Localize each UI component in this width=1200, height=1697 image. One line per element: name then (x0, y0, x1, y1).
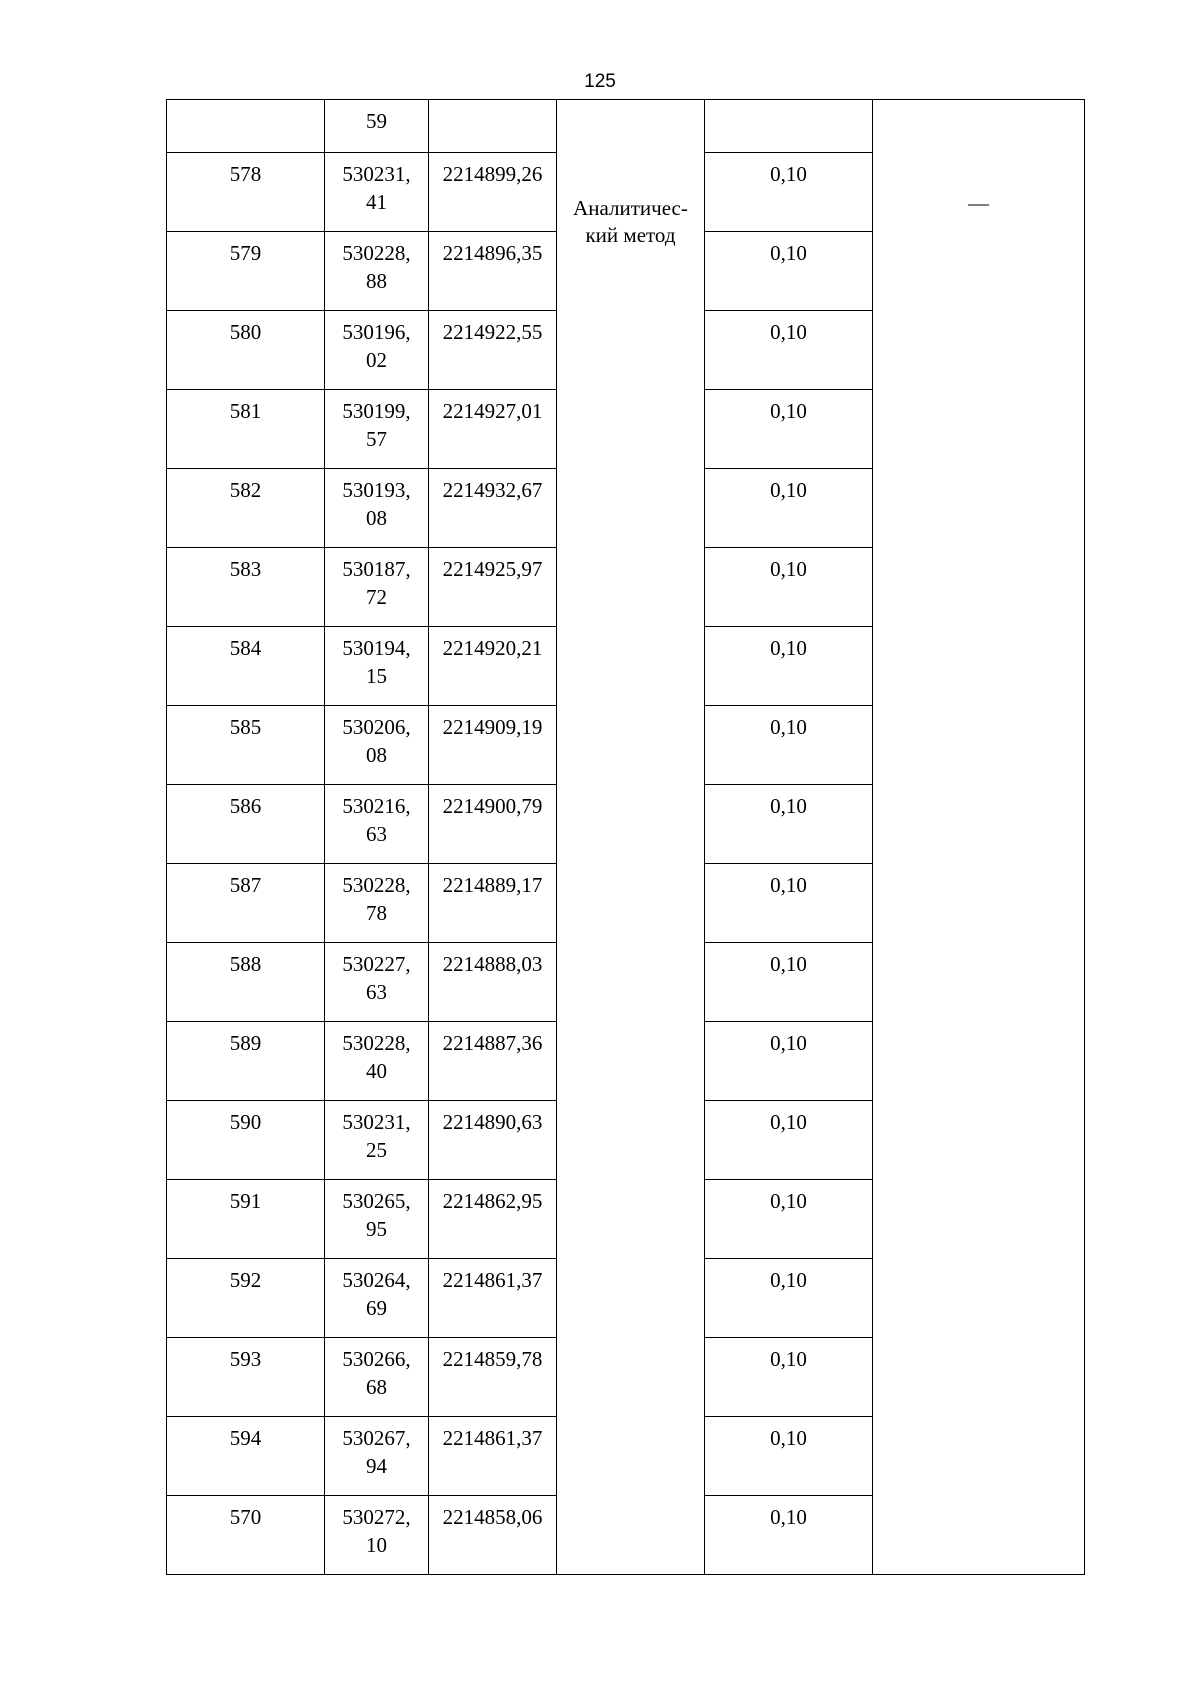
cell-coord-x-text: 530267, 94 (342, 1426, 411, 1478)
cell-point-number (167, 1259, 325, 1338)
cell-coord-x-text: 59 (366, 109, 387, 133)
cell-accuracy (705, 1338, 873, 1417)
cell-coord-x (325, 311, 429, 390)
cell-coord-y (429, 785, 557, 864)
cell-coord-y (429, 153, 557, 232)
cell-point-number-text: 570 (229, 1505, 262, 1529)
cell-point-number (167, 1496, 325, 1575)
cell-accuracy (705, 548, 873, 627)
cell-accuracy (705, 390, 873, 469)
cell-coord-y-text: 2214896,35 (442, 241, 543, 265)
cell-point-number-text: 580 (229, 320, 262, 344)
cell-point-number-text (167, 100, 324, 107)
cell-point-number-text: 585 (229, 715, 262, 739)
cell-point-number-text: 579 (229, 241, 262, 265)
cell-coord-y-text: 2214862,95 (442, 1189, 543, 1213)
cell-coord-x-text: 530228, 88 (342, 241, 411, 293)
cell-accuracy-text: 0,10 (770, 1268, 807, 1292)
cell-point-number (167, 311, 325, 390)
cell-accuracy-text: 0,10 (770, 557, 807, 581)
cell-accuracy (705, 1101, 873, 1180)
cell-accuracy-text: 0,10 (770, 636, 807, 660)
cell-point-number-text: 581 (229, 399, 262, 423)
cell-coord-x (325, 153, 429, 232)
cell-coord-y (429, 1259, 557, 1338)
cell-coord-x-text: 530265, 95 (342, 1189, 411, 1241)
cell-coord-x-text: 530199, 57 (342, 399, 411, 451)
cell-coord-y (429, 627, 557, 706)
cell-accuracy-text: 0,10 (770, 873, 807, 897)
cell-point-number (167, 1101, 325, 1180)
cell-coord-y-text: 2214925,97 (442, 557, 543, 581)
cell-accuracy-text: 0,10 (770, 162, 807, 186)
cell-point-number-text: 591 (229, 1189, 262, 1213)
cell-coord-x-text: 530231, 41 (342, 162, 411, 214)
cell-point-number-text: 588 (229, 952, 262, 976)
cell-accuracy-text: 0,10 (770, 794, 807, 818)
cell-coord-x-text: 530216, 63 (342, 794, 411, 846)
cell-coord-x-text: 530227, 63 (342, 952, 411, 1004)
cell-coord-x-text: 530266, 68 (342, 1347, 411, 1399)
cell-point-number (167, 100, 325, 153)
cell-coord-x-text: 530264, 69 (342, 1268, 411, 1320)
cell-accuracy (705, 864, 873, 943)
cell-accuracy-text: 0,10 (770, 241, 807, 265)
coordinates-table (166, 99, 1085, 1575)
cell-point-number (167, 627, 325, 706)
cell-point-number-text: 586 (229, 794, 262, 818)
cell-coord-x (325, 1180, 429, 1259)
cell-coord-x (325, 1101, 429, 1180)
cell-coord-y-text: 2214888,03 (442, 952, 543, 976)
cell-accuracy-text: 0,10 (770, 1189, 807, 1213)
cell-point-number-text: 584 (229, 636, 262, 660)
cell-accuracy (705, 1259, 873, 1338)
cell-coord-y (429, 100, 557, 153)
cell-coord-x-text: 530196, 02 (342, 320, 411, 372)
cell-coord-x (325, 1022, 429, 1101)
cell-coord-y-text (429, 100, 556, 107)
cell-coord-y-text: 2214861,37 (442, 1426, 543, 1450)
cell-coord-y (429, 1417, 557, 1496)
cell-coord-x (325, 943, 429, 1022)
cell-point-number-text: 589 (229, 1031, 262, 1055)
cell-coord-y-text: 2214932,67 (442, 478, 543, 502)
cell-accuracy-text: 0,10 (770, 478, 807, 502)
cell-coord-x-text: 530187, 72 (342, 557, 411, 609)
cell-point-number-text: 593 (229, 1347, 262, 1371)
cell-coord-x-text: 530228, 78 (342, 873, 411, 925)
cell-coord-y-text: 2214922,55 (442, 320, 543, 344)
cell-accuracy (705, 153, 873, 232)
cell-coord-y-text: 2214889,17 (442, 873, 543, 897)
cell-coord-y (429, 1338, 557, 1417)
cell-coord-y (429, 469, 557, 548)
cell-coord-x (325, 785, 429, 864)
cell-coord-y-text: 2214920,21 (442, 636, 543, 660)
cell-coord-x (325, 1259, 429, 1338)
cell-point-number (167, 153, 325, 232)
cell-accuracy (705, 706, 873, 785)
cell-accuracy-text: 0,10 (770, 1505, 807, 1529)
cell-coord-y (429, 311, 557, 390)
cell-point-number (167, 1417, 325, 1496)
cell-coord-x-text: 530193, 08 (342, 478, 411, 530)
cell-accuracy (705, 785, 873, 864)
cell-point-number (167, 1338, 325, 1417)
cell-accuracy (705, 311, 873, 390)
cell-point-number-text: 587 (229, 873, 262, 897)
cell-accuracy (705, 943, 873, 1022)
cell-point-number (167, 390, 325, 469)
cell-accuracy-text: 0,10 (770, 320, 807, 344)
cell-coord-y-text: 2214890,63 (442, 1110, 543, 1134)
cell-point-number (167, 785, 325, 864)
cell-accuracy-text (705, 100, 872, 107)
cell-accuracy-text: 0,10 (770, 715, 807, 739)
cell-point-number-text: 594 (229, 1426, 262, 1450)
cell-coord-y-text: 2214858,06 (442, 1505, 543, 1529)
cell-coord-x (325, 864, 429, 943)
table-row-continuation (167, 100, 1085, 153)
cell-accuracy (705, 100, 873, 153)
cell-coord-y (429, 943, 557, 1022)
cell-point-number-text: 592 (229, 1268, 262, 1292)
cell-coord-x-text: 530272, 10 (342, 1505, 411, 1557)
cell-point-number (167, 1022, 325, 1101)
cell-accuracy-text: 0,10 (770, 399, 807, 423)
cell-point-number-text: 583 (229, 557, 262, 581)
cell-coord-x (325, 627, 429, 706)
cell-accuracy-text: 0,10 (770, 1347, 807, 1371)
cell-point-number (167, 232, 325, 311)
cell-accuracy (705, 232, 873, 311)
cell-coord-y (429, 1180, 557, 1259)
cell-method (557, 100, 705, 1575)
cell-accuracy (705, 1180, 873, 1259)
cell-coord-y-text: 2214861,37 (442, 1268, 543, 1292)
cell-coord-x (325, 390, 429, 469)
cell-coord-x (325, 1496, 429, 1575)
cell-point-number (167, 1180, 325, 1259)
cell-accuracy-text: 0,10 (770, 1031, 807, 1055)
cell-coord-x (325, 1417, 429, 1496)
cell-coord-x-text: 530194, 15 (342, 636, 411, 688)
cell-point-number (167, 864, 325, 943)
cell-accuracy (705, 469, 873, 548)
cell-coord-y (429, 1496, 557, 1575)
cell-coord-y (429, 864, 557, 943)
cell-coord-x (325, 100, 429, 153)
cell-coord-x (325, 469, 429, 548)
cell-coord-y-text: 2214887,36 (442, 1031, 543, 1055)
cell-coord-x-text: 530206, 08 (342, 715, 411, 767)
cell-note (873, 100, 1085, 1575)
cell-coord-x-text: 530228, 40 (342, 1031, 411, 1083)
cell-accuracy (705, 1496, 873, 1575)
cell-coord-y-text: 2214909,19 (442, 715, 543, 739)
cell-coord-y (429, 1022, 557, 1101)
cell-accuracy-text: 0,10 (770, 1426, 807, 1450)
cell-point-number-text: 578 (229, 162, 262, 186)
cell-accuracy (705, 1022, 873, 1101)
cell-coord-x (325, 548, 429, 627)
cell-accuracy (705, 627, 873, 706)
cell-coord-y-text: 2214859,78 (442, 1347, 543, 1371)
cell-coord-x (325, 706, 429, 785)
cell-coord-y (429, 1101, 557, 1180)
cell-coord-y (429, 390, 557, 469)
cell-accuracy (705, 1417, 873, 1496)
cell-point-number (167, 943, 325, 1022)
cell-point-number-text: 590 (229, 1110, 262, 1134)
cell-point-number (167, 706, 325, 785)
cell-coord-x-text: 530231, 25 (342, 1110, 411, 1162)
cell-coord-y-text: 2214927,01 (442, 399, 543, 423)
page-number: 125 (584, 71, 616, 92)
cell-coord-y (429, 548, 557, 627)
cell-coord-x (325, 1338, 429, 1417)
cell-point-number (167, 548, 325, 627)
cell-coord-y-text: 2214900,79 (442, 794, 543, 818)
cell-coord-y (429, 232, 557, 311)
cell-coord-y-text: 2214899,26 (442, 162, 543, 186)
note-text: — (968, 191, 989, 215)
coordinates-table-body (167, 100, 1085, 1575)
method-text: Аналитичес- кий метод (573, 196, 688, 247)
cell-accuracy-text: 0,10 (770, 1110, 807, 1134)
cell-accuracy-text: 0,10 (770, 952, 807, 976)
cell-point-number (167, 469, 325, 548)
cell-coord-y (429, 706, 557, 785)
cell-coord-x (325, 232, 429, 311)
cell-point-number-text: 582 (229, 478, 262, 502)
